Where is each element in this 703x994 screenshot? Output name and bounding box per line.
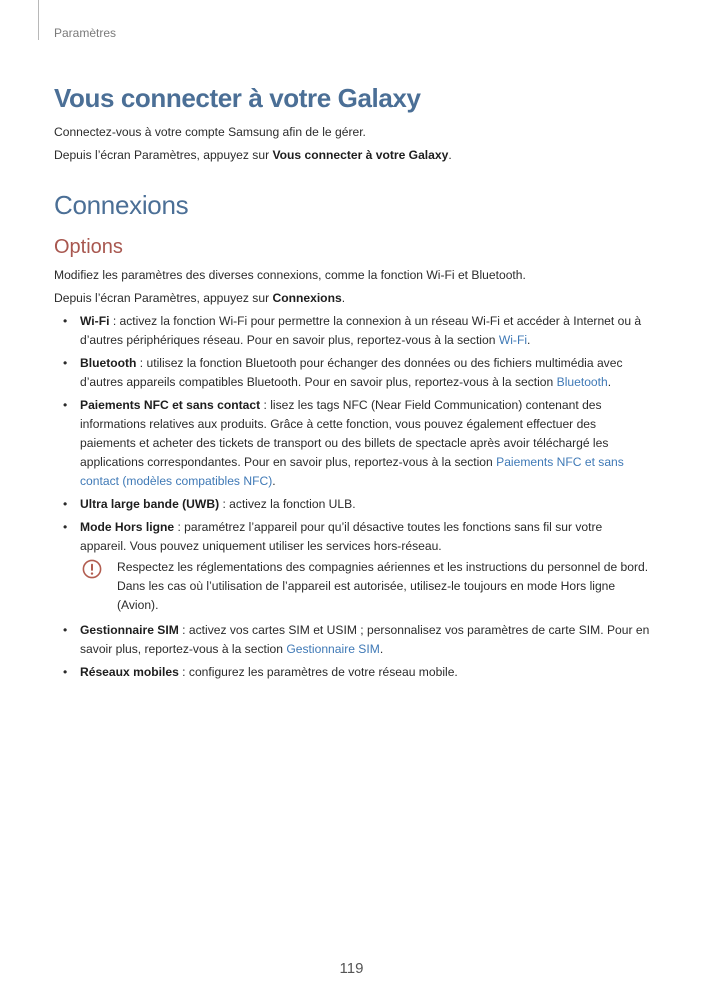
link-sim-manager[interactable]: Gestionnaire SIM bbox=[286, 642, 380, 656]
running-header: Paramètres bbox=[54, 26, 117, 40]
list-item-offline-mode: • Mode Hors ligne : paramétrez l’appareil pour qu’il désactive toutes les fonctions sans fil sur votre appareil. Vous pouvez uniquement utiliser les services hors-réseau. Respectez les réglementations des compagnies aériennes et les instructions du personnel de bord. Dans les cas où l’utilisation de l’appareil est autorisée, utilisez-le toujours en mode Hors ligne (Avion). bbox=[54, 518, 650, 615]
item-term: Paiements NFC et sans contact bbox=[80, 398, 261, 412]
link-wifi[interactable]: Wi-Fi bbox=[498, 333, 528, 347]
galaxy-intro: Connectez-vous à votre compte Samsung afin de le gérer. bbox=[54, 125, 366, 139]
galaxy-instruction: Depuis l’écran Paramètres, appuyez sur Vous connecter à votre Galaxy. bbox=[54, 148, 452, 162]
notice-text: Respectez les réglementations des compagnies aériennes et les instructions du personnel de bord. Dans les cas où l’utilisation de l’appareil est autorisée, utilisez-le toujours en mode Hors ligne (Avion). bbox=[117, 560, 649, 612]
list-item-bluetooth: • Bluetooth : utilisez la fonction Bluetooth pour échanger des données ou des fichiers multimédia avec d’autres appareils compatibles Bluetooth. Pour en savoir plus, reportez-vous à la section Bluetooth. bbox=[63, 356, 623, 389]
bullet: • bbox=[63, 520, 68, 534]
bullet: • bbox=[63, 356, 68, 370]
menu-path-bold: Vous connecter à votre Galaxy bbox=[272, 148, 449, 162]
item-term: Gestionnaire SIM bbox=[80, 623, 179, 637]
item-term: Wi-Fi bbox=[80, 314, 110, 328]
list-item-mobile-networks: • Réseaux mobiles : configurez les paramètres de votre réseau mobile. bbox=[54, 663, 650, 682]
options-instruction: Depuis l’écran Paramètres, appuyez sur Connexions. bbox=[54, 291, 346, 305]
item-term: Réseaux mobiles bbox=[80, 665, 179, 679]
link-bluetooth[interactable]: Bluetooth bbox=[556, 375, 608, 389]
page-edge-rule bbox=[38, 0, 39, 40]
list-item-sim-manager: • Gestionnaire SIM : activez vos cartes SIM et USIM ; personnalisez vos paramètres de carte SIM. Pour en savoir plus, reportez-vous à la section Gestionnaire SIM. bbox=[63, 623, 650, 656]
bullet: • bbox=[63, 623, 68, 637]
link-nfc-payments[interactable]: Paiements NFC et sans contact (modèles compatibles NFC) bbox=[80, 455, 624, 488]
bullet: • bbox=[63, 665, 68, 679]
page-content bbox=[54, 82, 650, 686]
warning-icon bbox=[82, 559, 102, 579]
list-item-nfc: • Paiements NFC et sans contact : lisez les tags NFC (Near Field Communication) contenant des informations relatives aux produits. Grâce à cette fonction, vous pouvez également effectuer des paiements et acheter des tickets de transport ou des billets de spectacle après avoir téléchargé les applications correspondantes. Pour en savoir plus, reportez-vous à la section Paiements NFC et sans contact (modèles compatibles NFC). bbox=[63, 398, 624, 488]
bullet: • bbox=[63, 497, 68, 511]
menu-path-bold: Connexions bbox=[272, 291, 342, 305]
section-title: Vous connecter à votre Galaxy bbox=[54, 83, 421, 113]
options-list bbox=[54, 312, 650, 682]
options-intro: Modifiez les paramètres des diverses connexions, comme la fonction Wi-Fi et Bluetooth. bbox=[54, 268, 526, 282]
list-item-uwb: • Ultra large bande (UWB) : activez la fonction ULB. bbox=[54, 495, 650, 514]
page-number: 119 bbox=[339, 960, 364, 977]
item-term: Ultra large bande (UWB) bbox=[80, 497, 220, 511]
item-term: Bluetooth bbox=[80, 356, 137, 370]
bullet: • bbox=[63, 398, 68, 412]
chapter-title: Connexions bbox=[54, 190, 189, 220]
subsection-title: Options bbox=[54, 236, 123, 258]
item-term: Mode Hors ligne bbox=[80, 520, 175, 534]
caution-notice bbox=[80, 558, 650, 615]
list-item-wifi: • Wi-Fi : activez la fonction Wi-Fi pour permettre la connexion à un réseau Wi-Fi et accéder à Internet ou à d’autres périphériques réseau. Pour en savoir plus, reportez-vous à la section Wi-Fi. bbox=[63, 314, 642, 347]
bullet: • bbox=[63, 314, 68, 328]
